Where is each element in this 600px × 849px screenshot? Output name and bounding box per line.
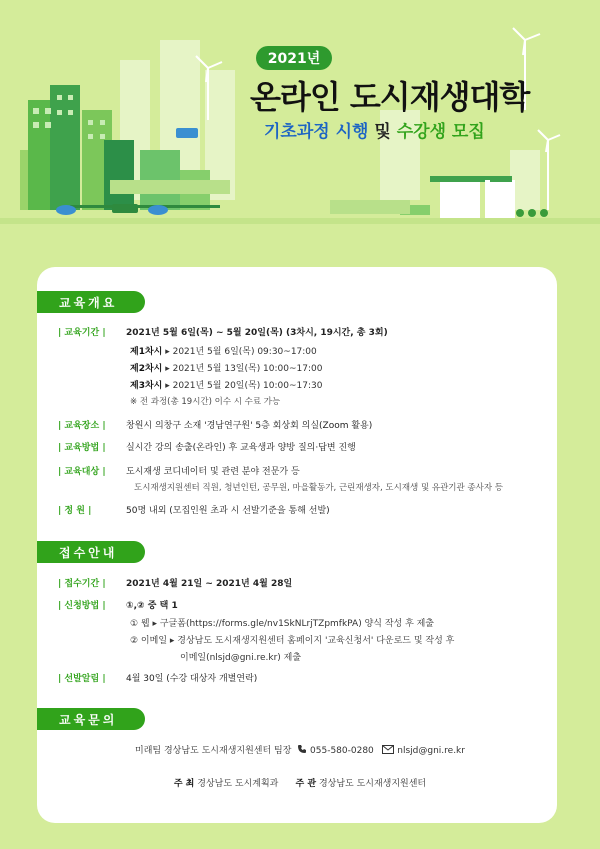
application-method-2-cont: 이메일(nlsjd@gni.re.kr) 제출 <box>180 653 302 663</box>
application-method-1: ① 웹 ▸ 구글폼(https://forms.gle/nv1SkNLrjTZpmfkPA) 양식 작성 후 제출 <box>130 619 435 629</box>
organizer-label: 주 관 <box>295 779 317 789</box>
mail-icon <box>382 745 394 757</box>
session-2-name: 제2차시 <box>130 364 163 374</box>
overview-heading: 교육개요 <box>37 291 145 313</box>
capacity-label: | 정 원 | <box>58 506 92 516</box>
application-period-value: 2021년 4월 21일 ~ 2021년 4월 28일 <box>126 579 293 589</box>
session-2-detail: ▸ 2021년 5월 13일(목) 10:00~17:00 <box>162 364 323 374</box>
host-value: 경상남도 도시계획과 <box>197 779 279 789</box>
education-period-value: 2021년 5월 6일(목) ~ 5월 20일(목) (3차시, 19시간, 총 3회) <box>126 328 388 338</box>
contact-email: nlsjd@gni.re.kr <box>397 746 465 756</box>
education-target-detail: 도시재생지원센터 직원, 청년인턴, 공무원, 마을활동가, 근린재생자, 도시재생 및 유관기관 종사자 등 <box>134 483 503 493</box>
education-place-value: 창원시 의창구 소재 '경남연구원' 5층 회상회 의실(Zoom 활용) <box>126 421 373 431</box>
selection-notice-label: | 선발알림 | <box>58 674 106 684</box>
capacity-value: 50명 내외 (모집인원 초과 시 선발기준을 통해 선발) <box>126 506 330 516</box>
application-method-label: | 신청방법 | <box>58 601 106 611</box>
education-method-label: | 교육방법 | <box>58 443 106 453</box>
subtitle-part-3: 수강생 모집 <box>396 122 485 142</box>
organizer-value: 경상남도 도시재생지원센터 <box>318 779 427 789</box>
contact-org: 미래팀 경상남도 도시재생지원센터 팀장 <box>135 746 292 756</box>
session-3 <box>130 378 322 391</box>
selection-notice-value: 4월 30일 (수강 대상자 개별연락) <box>126 674 258 684</box>
page-subtitle <box>264 117 485 142</box>
host-line <box>0 776 600 789</box>
year-badge: 2021년 <box>256 46 332 70</box>
education-method-value: 실시간 강의 송출(온라인) 후 교육생과 양방 질의·답변 진행 <box>126 443 356 453</box>
education-target-value: 도시재생 코디네이터 및 관련 분야 전문가 등 <box>126 467 300 477</box>
session-1-detail: ▸ 2021년 5월 6일(목) 09:30~17:00 <box>162 347 317 357</box>
education-target-label: | 교육대상 | <box>58 467 106 477</box>
subtitle-part-1: 기초과정 시행 <box>264 122 369 142</box>
application-method-value: ①,② 중 택 1 <box>126 601 178 611</box>
session-3-detail: ▸ 2021년 5월 20일(목) 10:00~17:30 <box>162 381 323 391</box>
contact-line <box>0 743 600 757</box>
phone-icon <box>297 744 307 757</box>
session-1-name: 제1차시 <box>130 347 163 357</box>
application-method-2: ② 이메일 ▸ 경상남도 도시재생지원센터 홈페이지 '교육신청서' 다운로드 및 작성 후 <box>130 636 455 646</box>
host-label: 주 최 <box>173 779 195 789</box>
contact-phone: 055-580-0280 <box>310 746 374 756</box>
page-title: 온라인 도시재생대학 <box>250 78 530 116</box>
session-3-name: 제3차시 <box>130 381 163 391</box>
hero-banner <box>0 0 600 260</box>
application-heading: 접수안내 <box>37 541 145 563</box>
education-place-label: | 교육장소 | <box>58 421 106 431</box>
inquiry-heading: 교육문의 <box>37 708 145 730</box>
subtitle-part-2: 및 <box>374 122 391 142</box>
application-period-label: | 접수기간 | <box>58 579 106 589</box>
education-period-label: | 교육기간 | <box>58 328 106 338</box>
session-note: ※ 전 과정(총 19시간) 이수 시 수료 가능 <box>130 397 281 407</box>
session-2 <box>130 361 322 374</box>
session-1 <box>130 344 317 357</box>
